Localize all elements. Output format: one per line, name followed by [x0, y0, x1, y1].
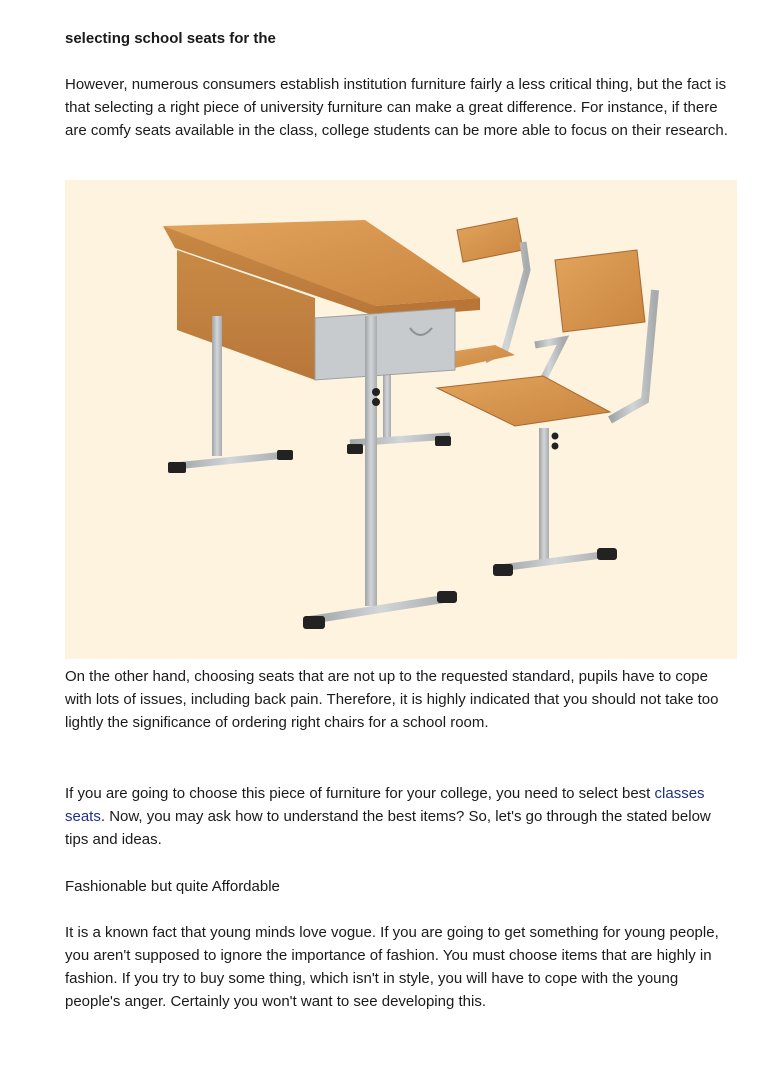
paragraph-standard: On the other hand, choosing seats that are not up to the requested standard, pupils have to cope with lots of issues, including back pain. Therefore, it is highly indicated that you should not take too lightly the significance of ordering right chairs for a school room.	[65, 668, 719, 731]
paragraph-choose-text-before: If you are going to choose this piece of furniture for your college, you need to select best	[65, 785, 655, 802]
classes-seats-link[interactable]: classes seats	[65, 785, 705, 825]
document-heading: selecting school seats for the	[65, 30, 276, 47]
paragraph-choose-text-after: . Now, you may ask how to understand the best items? So, let's go through the stated below tips and ideas.	[65, 808, 711, 848]
desk	[163, 220, 480, 629]
paragraph-choose	[65, 782, 737, 851]
desk-and-chairs-illustration	[65, 180, 737, 659]
paragraph-fashion: It is a known fact that young minds love vogue. If you are going to get something for young people, you aren't supposed to ignore the importance of fashion. You must choose items that are highly in fashion. If you try to buy some thing, which isn't in style, you will have to cope with the young people's anger. Certainly you won't want to see developing this.	[65, 924, 719, 1010]
paragraph-intro: However, numerous consumers establish institution furniture fairly a less critical thing, but the fact is that selecting a right piece of university furniture can make a great difference. For instance, if there are comfy seats available in the class, college students can be more able to focus on their research.	[65, 76, 728, 139]
school-desk-image	[65, 180, 737, 659]
section-heading-fashionable: Fashionable but quite Affordable	[65, 878, 280, 895]
